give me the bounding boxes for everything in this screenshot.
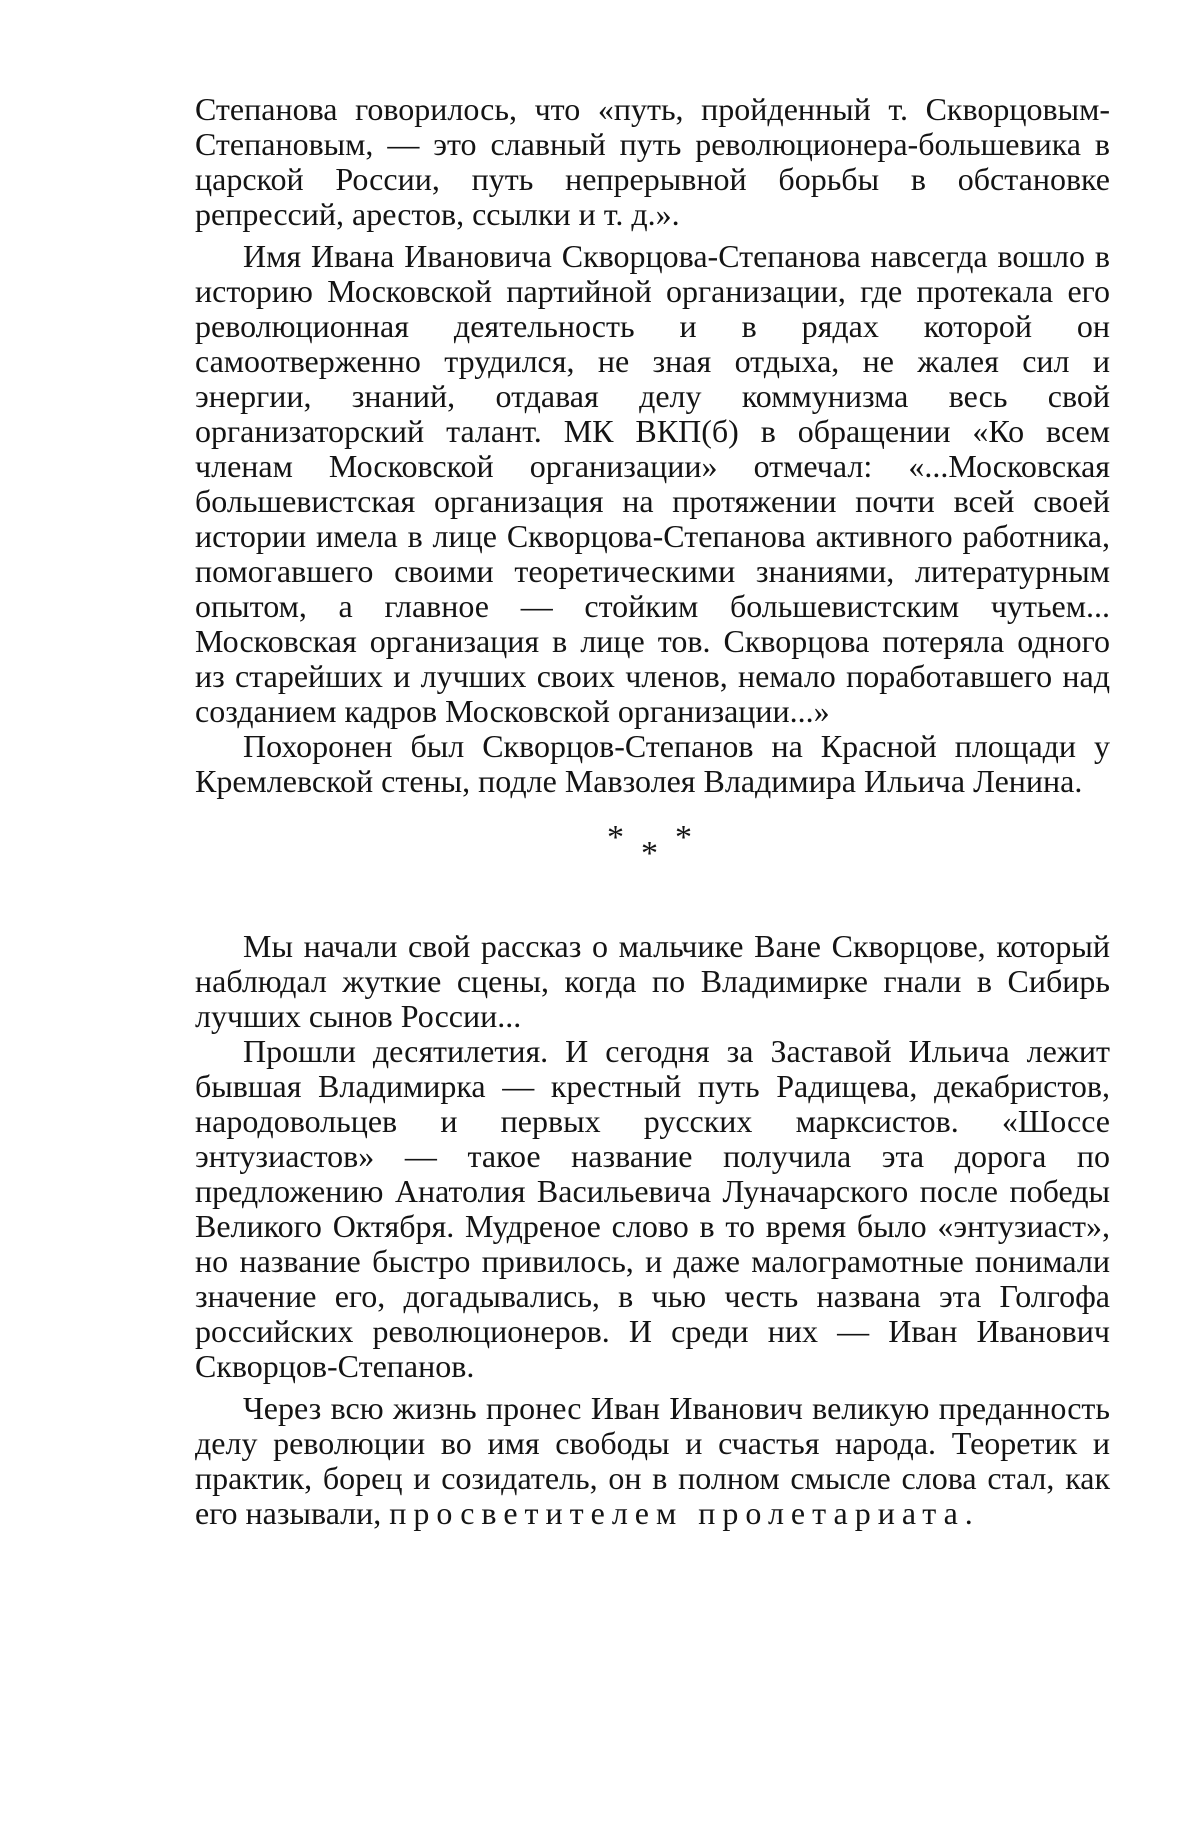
paragraph-6-text: Через всю жизнь пронес Иван Иванович великую преданность делу революции во имя свободы и счастья народа. Теоретик и практик, борец и созидатель, он в полном смысле слова стал, как его называли, bbox=[195, 1390, 1110, 1531]
paragraph-2: Имя Ивана Ивановича Скворцова-Степанова навсегда вошло в историю Московской партийной организации, где протекала его революционная деятельность и в рядах которой он самоотверженно трудился, не зная отдыха, не жалея сил и энергии, знаний, отдавая делу коммунизма весь свой организаторский талант. МК ВКП(б) в обращении «Ко всем членам Московской организации» отмечал: «...Московская большевистская организация на протяжении почти всей своей истории имела в лице Скворцова-Степанова активного работника, помогавшего своими теоретическими знаниями, литературным опытом, а главное — стойким большевистским чутьем... Московская организация в лице тов. Скворцова потеряла одного из старейших и лучших своих членов, немало поработавшего над созданием кадров Московской организации...» bbox=[195, 238, 1110, 729]
paragraph-4: Мы начали свой рассказ о мальчике Ване Скворцове, который наблюдал жуткие сцены, когда по Владимирке гнали в Сибирь лучших сынов России... bbox=[195, 928, 1110, 1034]
separator-star: * bbox=[641, 835, 658, 872]
separator-star: * bbox=[607, 819, 624, 856]
separator-star: * bbox=[675, 819, 692, 856]
book-page bbox=[195, 92, 1110, 1531]
paragraph-6-spaced-text: просветителем пролетариата. bbox=[389, 1495, 980, 1531]
paragraph-3: Похоронен был Скворцов-Степанов на Красной площади у Кремлевской стены, подле Мавзолея Владимира Ильича Ленина. bbox=[195, 728, 1110, 799]
paragraph-1: Степанова говорилось, что «путь, пройденный т. Скворцовым-Степановым, — это славный путь революционера-большевика в царской России, путь непрерывной борьбы в обстановке репрессий, арестов, ссылки и т. д.». bbox=[195, 91, 1110, 232]
section-separator bbox=[195, 799, 1110, 929]
paragraph-6 bbox=[195, 1391, 1110, 1531]
paragraph-5: Прошли десятилетия. И сегодня за Заставой Ильича лежит бывшая Владимирка — крестный путь Радищева, декабристов, народовольцев и первых русских марксистов. «Шоссе энтузиастов» — такое название получила эта дорога по предложению Анатолия Васильевича Луначарского после победы Великого Октября. Мудреное слово в то время было «энтузиаст», но название быстро привилось, и даже малограмотные понимали значение его, догадывались, в чью честь названа эта Голгофа российских революционеров. И среди них — Иван Иванович Скворцов-Степанов. bbox=[195, 1033, 1110, 1384]
